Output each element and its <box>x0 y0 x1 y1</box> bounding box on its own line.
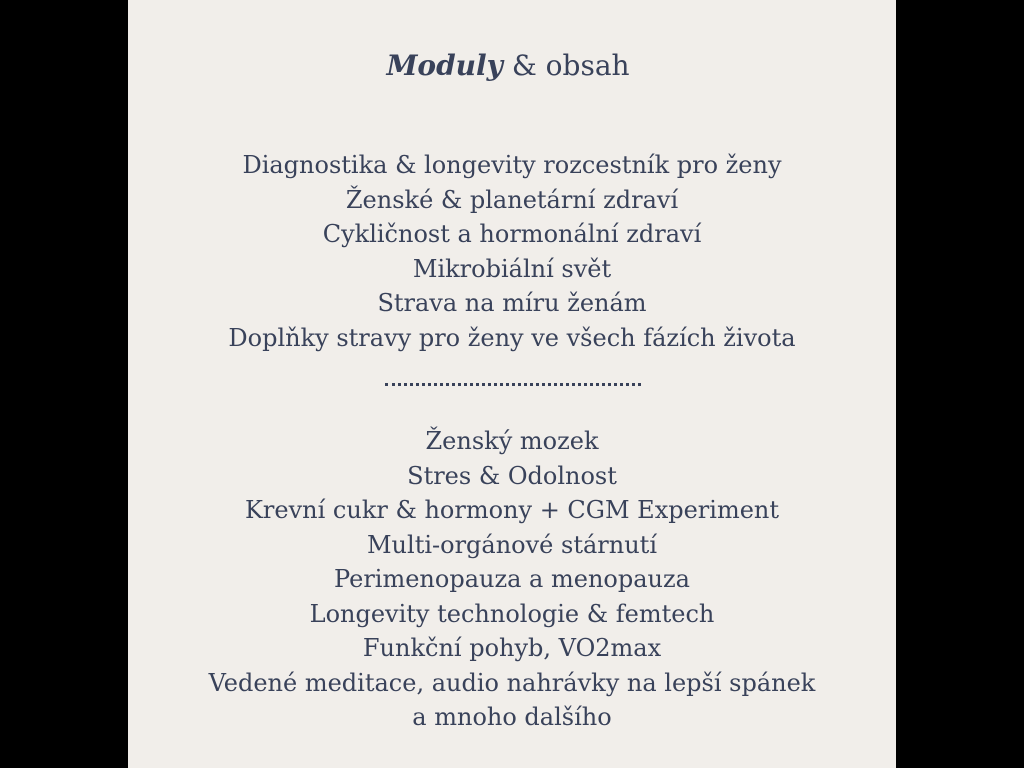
module-item: Funkční pohyb, VO2max <box>362 634 662 662</box>
module-list-secondary <box>128 424 896 735</box>
module-item: Cykličnost a hormonální zdraví <box>322 220 702 248</box>
page-title <box>128 44 888 88</box>
module-list-primary <box>128 148 896 355</box>
module-item: Stres & Odolnost <box>407 461 617 490</box>
module-item: Doplňky stravy pro ženy ve všech fázích života <box>228 323 796 352</box>
module-item: Krevní cukr & hormony + CGM Experiment <box>245 496 779 524</box>
module-item: Ženské & planetární zdraví <box>345 185 679 214</box>
module-item: Vedené meditace, audio nahrávky na lepší spánek <box>208 668 816 697</box>
title-emphasis: Moduly <box>386 49 503 82</box>
page-canvas <box>128 0 896 768</box>
dotted-divider <box>385 383 641 386</box>
module-item: Longevity technologie & femtech <box>309 599 715 628</box>
module-item: Ženský mozek <box>425 427 599 455</box>
title-rest: & obsah <box>502 49 630 82</box>
module-item: Mikrobiální svět <box>412 254 612 283</box>
module-item: Perimenopauza a menopauza <box>334 565 690 593</box>
module-item: Diagnostika & longevity rozcestník pro ženy <box>242 151 782 179</box>
module-item: Strava na míru ženám <box>377 289 647 317</box>
module-item: Multi-orgánové stárnutí <box>366 530 657 559</box>
module-item: a mnoho dalšího <box>412 703 612 731</box>
